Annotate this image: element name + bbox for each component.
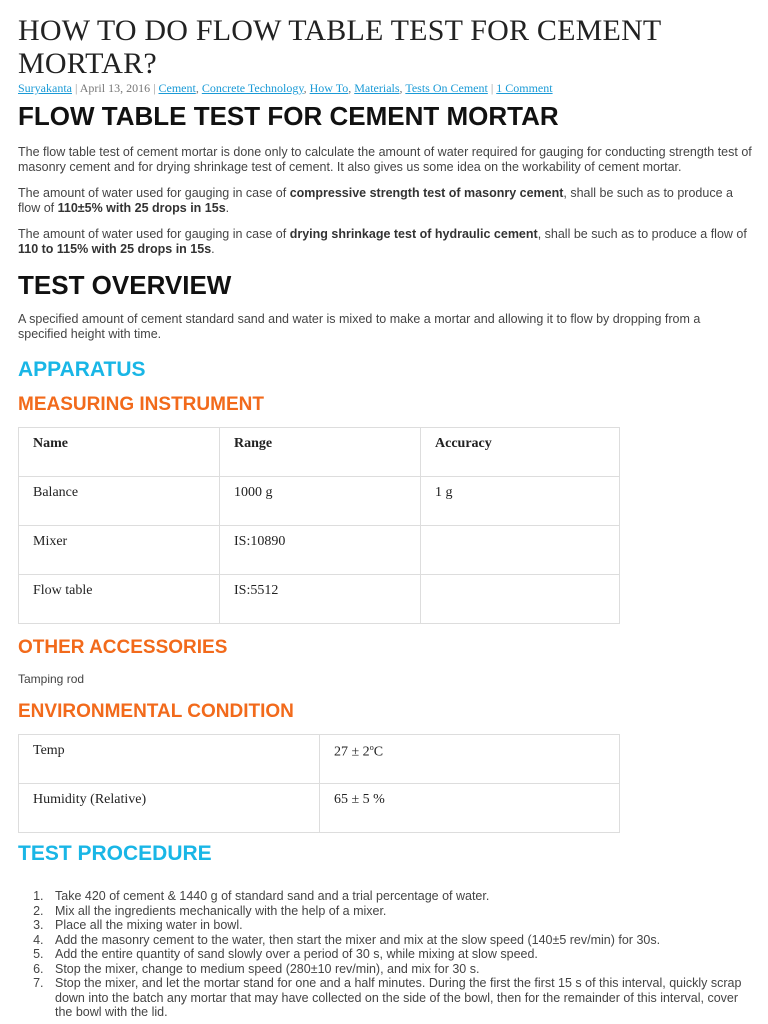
category-link-cement[interactable]: Cement: [158, 81, 196, 95]
measuring-instrument-heading: MEASURING INSTRUMENT: [18, 394, 264, 415]
category-link-tests-on-cement[interactable]: Tests On Cement: [405, 81, 488, 95]
list-item: 5. Add the entire quantity of sand slowly over a period of 30 s, while mixing at slow speed.: [47, 947, 752, 962]
masonry-water-paragraph: The amount of water used for gauging in case of compressive strength test of masonry cement, shall be such as to produce a flow of 110±5% with 25 drops in 15s.: [18, 186, 733, 215]
shrinkage-water-paragraph: The amount of water used for gauging in case of drying shrinkage test of hydraulic cement, shall be such as to produce a flow of 110 to 115% with 25 drops in 15s.: [18, 227, 747, 256]
table-cell: IS:5512: [220, 575, 421, 624]
table-cell: Humidity (Relative): [19, 784, 320, 833]
main-heading: FLOW TABLE TEST FOR CEMENT MORTAR: [18, 101, 559, 131]
list-item: 3. Place all the mixing water in bowl.: [47, 918, 752, 933]
post-meta: Suryakanta | April 13, 2016 | Cement, Concrete Technology, How To, Materials, Tests On Cement | 1 Comment: [18, 81, 553, 95]
table-cell: 65 ± 5 %: [320, 784, 620, 833]
environment-table: [18, 734, 620, 833]
intro-paragraph: The flow table test of cement mortar is done only to calculate the amount of water required for gauging for conducting strength test of masonry cement and for drying shrinkage test of cement. It also gives us some idea on the workability of cement mortar.: [18, 145, 752, 174]
environmental-condition-heading: ENVIRONMENTAL CONDITION: [18, 701, 294, 722]
table-row: [19, 575, 620, 624]
author-link[interactable]: Suryakanta: [18, 81, 72, 95]
measuring-instrument-table: [18, 427, 620, 624]
table-cell: [421, 526, 620, 575]
overview-heading: TEST OVERVIEW: [18, 270, 232, 300]
table-row: [19, 477, 620, 526]
column-header-name: Name: [19, 428, 220, 477]
list-item: 7. Stop the mixer, and let the mortar stand for one and a half minutes. During the first the first 15 s of this interval, quickly scrap down into the batch any mortar that may have collected on the side of the bowl, then for the remainder of this interval, cover the bowl with the lid.: [47, 976, 752, 1020]
overview-text: A specified amount of cement standard sand and water is mixed to make a mortar and allowing it to flow by dropping from a specified height with time.: [18, 312, 701, 341]
table-row: [19, 784, 620, 833]
table-cell: 1 g: [421, 477, 620, 526]
procedure-steps: [18, 889, 752, 1020]
table-header-row: [19, 428, 620, 477]
article: [18, 14, 752, 1020]
accessory-item: Tamping rod: [18, 672, 85, 686]
category-link-how-to[interactable]: How To: [309, 81, 349, 95]
table-row: [19, 526, 620, 575]
list-item: 1. Take 420 of cement & 1440 g of standard sand and a trial percentage of water.: [47, 889, 752, 904]
column-header-accuracy: Accuracy: [421, 428, 620, 477]
list-item: 4. Add the masonry cement to the water, then start the mixer and mix at the slow speed (140±5 rev/min) for 30s.: [47, 933, 752, 948]
other-accessories-heading: OTHER ACCESSORIES: [18, 637, 228, 658]
comments-link[interactable]: 1 Comment: [496, 81, 553, 95]
test-procedure-heading: TEST PROCEDURE: [18, 842, 212, 865]
table-cell: Temp: [19, 735, 320, 784]
list-item: 2. Mix all the ingredients mechanically with the help of a mixer.: [47, 904, 752, 919]
table-row: [19, 735, 620, 784]
table-cell: $27 \pm 2^oC$: [320, 735, 620, 784]
table-cell: 1000 g: [220, 477, 421, 526]
category-link-concrete-technology[interactable]: Concrete Technology: [201, 81, 304, 95]
table-cell: IS:10890: [220, 526, 421, 575]
table-cell: Mixer: [19, 526, 220, 575]
post-date: April 13, 2016: [79, 81, 151, 95]
list-item: 6. Stop the mixer, change to medium speed (280±10 rev/min), and mix for 30 s.: [47, 962, 752, 977]
table-cell: Flow table: [19, 575, 220, 624]
category-link-materials[interactable]: Materials: [354, 81, 400, 95]
column-header-range: Range: [220, 428, 421, 477]
apparatus-heading: APPARATUS: [18, 358, 146, 381]
page-title: HOW TO DO FLOW TABLE TEST FOR CEMENT MORTAR?: [18, 14, 661, 80]
table-cell: Balance: [19, 477, 220, 526]
table-cell: [421, 575, 620, 624]
